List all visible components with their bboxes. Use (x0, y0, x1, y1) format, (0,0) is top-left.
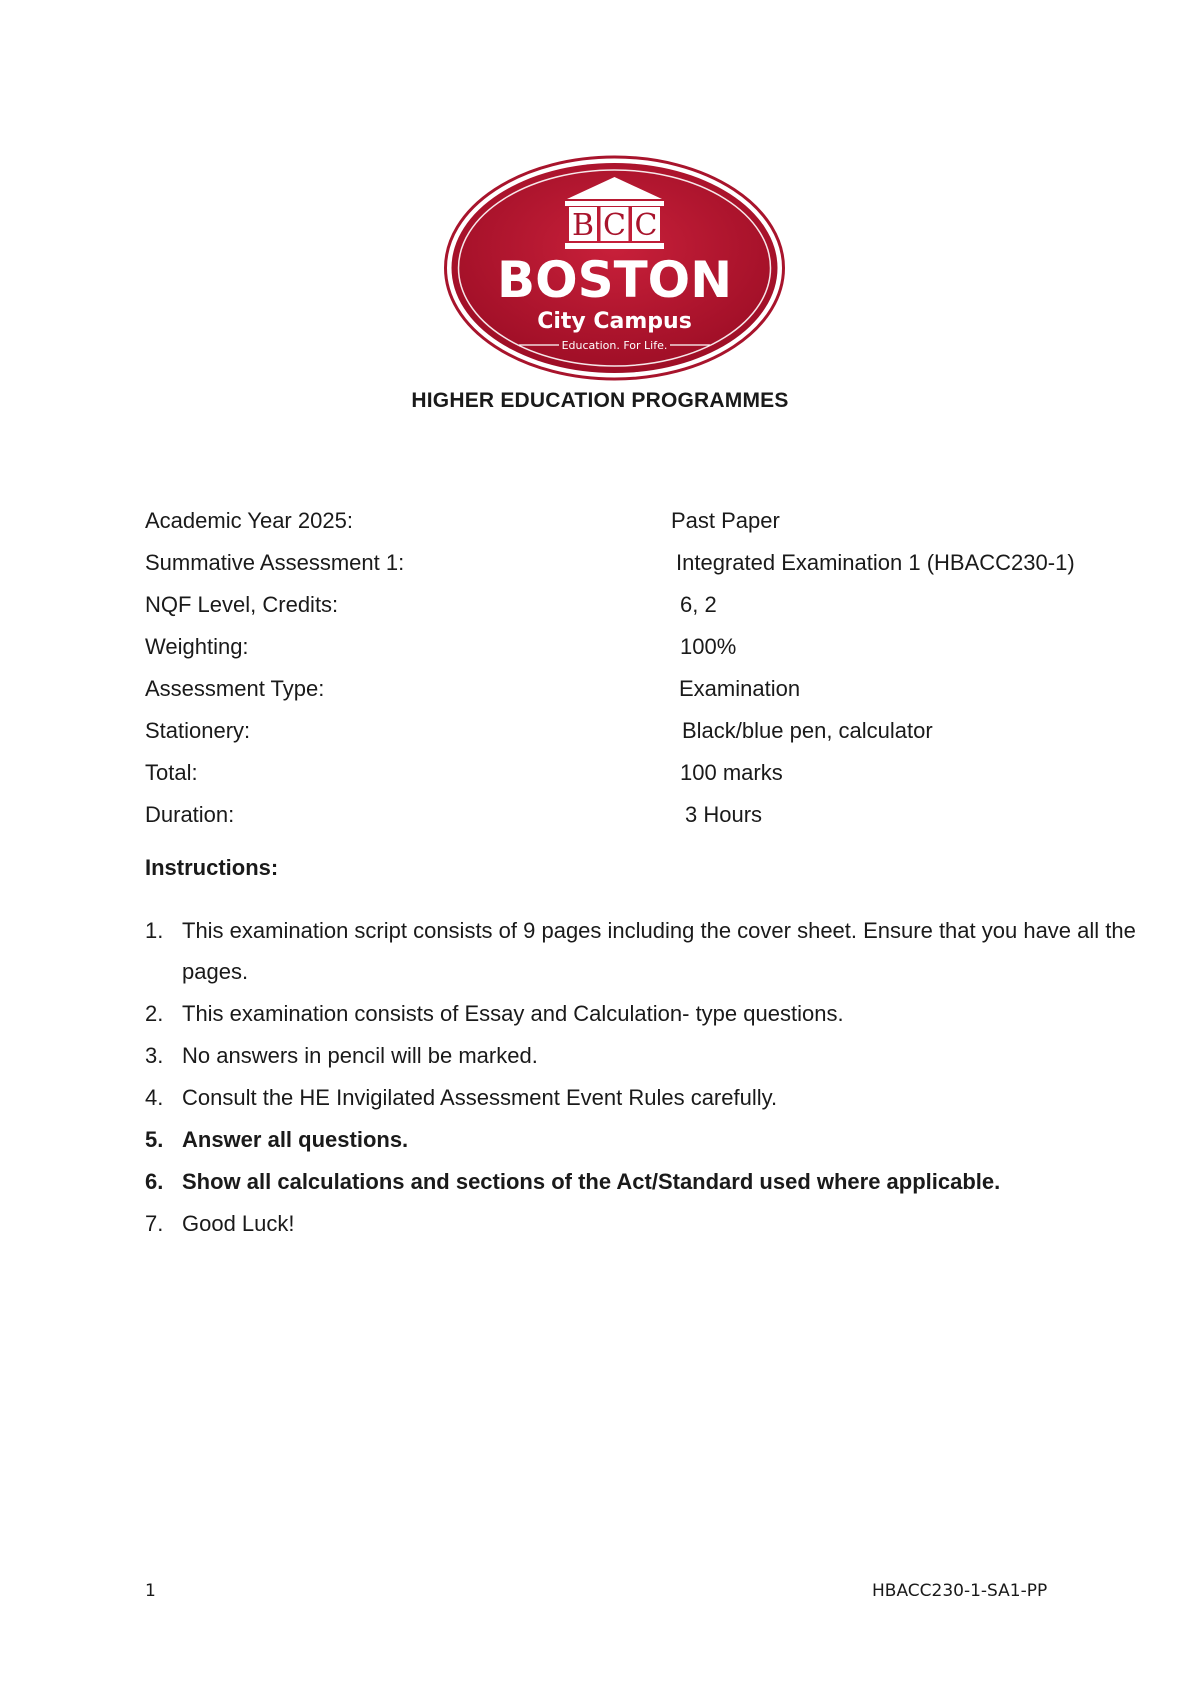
item-number: 6. (145, 1169, 164, 1194)
list-item (145, 993, 1165, 1034)
detail-label: Weighting: (145, 634, 249, 659)
logo-subtitle: City Campus (537, 309, 692, 334)
item-text: This examination script consists of 9 pages including the cover sheet. Ensure that you have all the pages. (182, 918, 1136, 984)
logo-monogram-c2: C (634, 208, 658, 243)
item-text: Show all calculations and sections of the Act/Standard used where applicable. (182, 1169, 1001, 1194)
detail-row (145, 752, 1145, 794)
detail-value: 100 marks (680, 760, 783, 785)
list-item (145, 1119, 1165, 1160)
assessment-details (145, 500, 1145, 836)
list-item (145, 1077, 1165, 1118)
detail-row (145, 584, 1145, 626)
detail-row (145, 710, 1145, 752)
item-text: Answer all questions. (182, 1127, 409, 1152)
detail-row (145, 500, 1145, 542)
list-item (145, 1161, 1165, 1202)
list-item (145, 1035, 1165, 1076)
item-text: Consult the HE Invigilated Assessment Event Rules carefully. (182, 1085, 778, 1110)
detail-label: Academic Year 2025: (145, 508, 353, 533)
item-number: 2. (145, 1001, 164, 1026)
detail-label: Total: (145, 760, 198, 785)
detail-value: 3 Hours (685, 802, 763, 827)
instructions-list (145, 910, 1165, 1245)
logo-monogram-b: B (571, 208, 595, 243)
footer-document-code: HBACC230-1-SA1-PP (872, 1581, 1048, 1601)
detail-label: Duration: (145, 802, 235, 827)
item-text: This examination consists of Essay and Calculation- type questions. (182, 1001, 844, 1026)
detail-label: NQF Level, Credits: (145, 592, 339, 617)
logo-tagline: Education. For Life. (561, 339, 668, 352)
item-number: 3. (145, 1043, 164, 1068)
detail-row (145, 794, 1145, 836)
detail-value: 6, 2 (680, 592, 717, 617)
detail-label: Stationery: (145, 718, 251, 743)
instructions-title: Instructions: (145, 855, 279, 880)
heading-text: HIGHER EDUCATION PROGRAMMES (411, 389, 789, 412)
detail-value: Past Paper (671, 508, 780, 533)
item-number: 4. (145, 1085, 164, 1110)
detail-value: 100% (680, 634, 737, 659)
detail-value: Black/blue pen, calculator (682, 718, 933, 743)
detail-row (145, 626, 1145, 668)
item-number: 5. (145, 1127, 164, 1152)
list-item (145, 1203, 1165, 1244)
item-number: 7. (145, 1211, 164, 1236)
detail-label: Assessment Type: (145, 676, 325, 701)
list-item (145, 910, 1165, 992)
item-text: No answers in pencil will be marked. (182, 1043, 538, 1068)
detail-label: Summative Assessment 1: (145, 550, 405, 575)
logo-name: BOSTON (496, 251, 733, 309)
logo-monogram-c1: C (603, 208, 626, 243)
detail-row (145, 542, 1145, 584)
item-text: Good Luck! (182, 1211, 295, 1236)
item-number: 1. (145, 918, 164, 943)
page-heading (0, 389, 1200, 413)
detail-value: Examination (679, 676, 801, 701)
footer-page-number: 1 (145, 1581, 156, 1601)
boston-city-campus-logo (443, 155, 786, 381)
detail-row (145, 668, 1145, 710)
detail-value: Integrated Examination 1 (HBACC230-1) (676, 550, 1075, 575)
